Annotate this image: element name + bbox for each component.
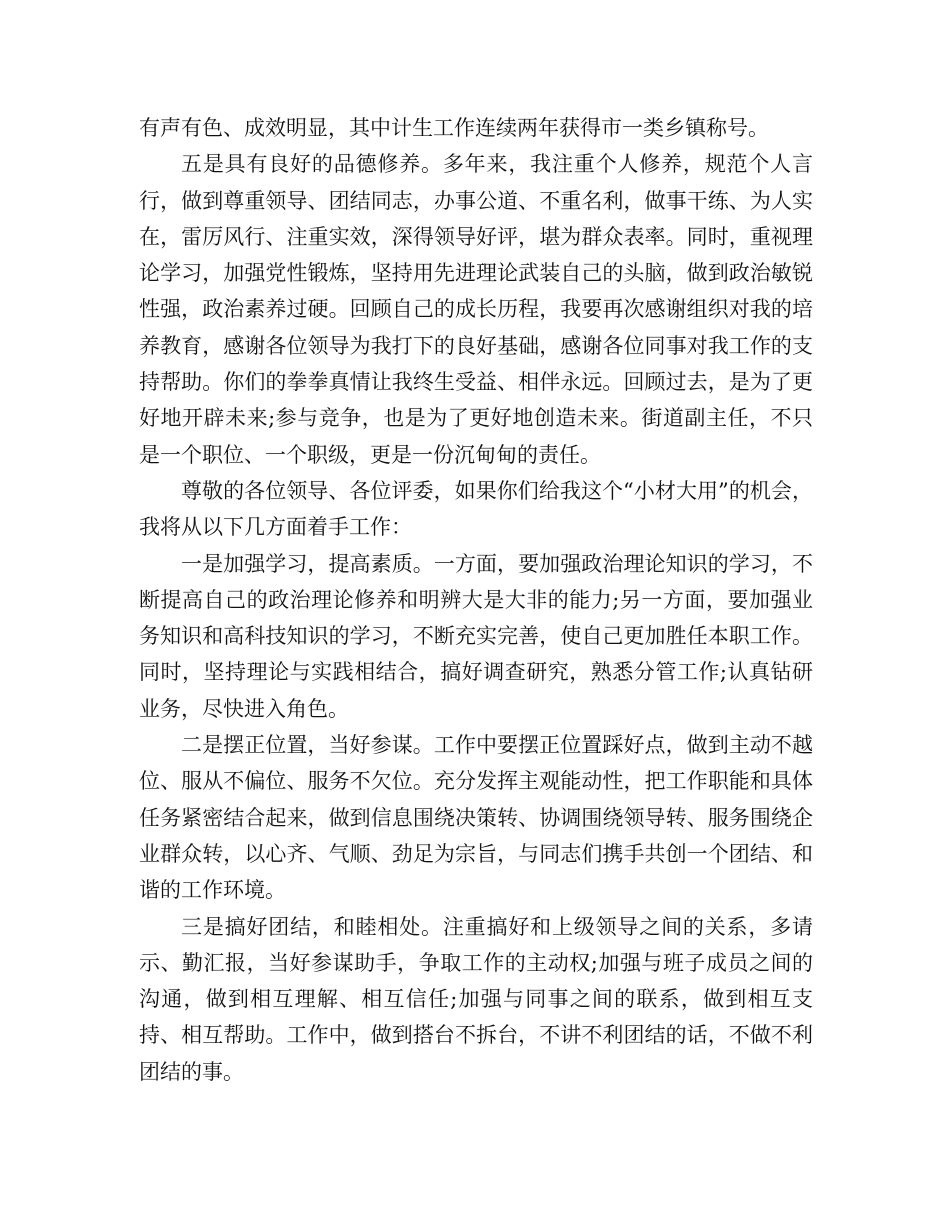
paragraph-address-judges: 尊敬的各位领导、各位评委，如果你们给我这个“小材大用”的机会，我将从以下几方面着手工作： <box>139 478 813 540</box>
paragraph-unity: 三是搞好团结，和睦相处。注重搞好和上级领导之间的关系，多请示、勤汇报，当好参谋助手，争取工作的主动权;加强与班子成员之间的沟通，做到相互理解、相互信任;加强与同事之间的联系，做到相互支持、相互帮助。工作中，做到搭台不拆台，不讲不利团结的话，不做不利团结的事。 <box>139 914 813 1084</box>
document-body <box>139 110 813 1090</box>
paragraph-morality: 五是具有良好的品德修养。多年来，我注重个人修养，规范个人言行，做到尊重领导、团结同志，办事公道、不重名利，做事干练、为人实在，雷厉风行、注重实效，深得领导好评，堪为群众表率。同时，重视理论学习，加强党性锻炼，坚持用先进理论武装自己的头脑，做到政治敏锐性强，政治素养过硬。回顾自己的成长历程，我要再次感谢组织对我的培养教育，感谢各位领导为我打下的良好基础，感谢各位同事对我工作的支持帮助。你们的拳拳真情让我终生受益、相伴永远。回顾过去，是为了更好地开辟未来;参与竞争，也是为了更好地创造未来。街道副主任，不只是一个职位、一个职级，更是一份沉甸甸的责任。 <box>139 152 813 467</box>
paragraph-position: 二是摆正位置，当好参谋。工作中要摆正位置踩好点，做到主动不越位、服从不偏位、服务不欠位。充分发挥主观能动性，把工作职能和具体任务紧密结合起来，做到信息围绕决策转、协调围绕领导转、服务围绕企业群众转，以心齐、气顺、劲足为宗旨，与同志们携手共创一个团结、和谐的工作环境。 <box>139 733 813 903</box>
paragraph-study: 一是加强学习，提高素质。一方面，要加强政治理论知识的学习，不断提高自己的政治理论修养和明辨大是大非的能力;另一方面，要加强业务知识和高科技知识的学习，不断充实完善，使自己更加胜任本职工作。同时，坚持理论与实践相结合，搞好调查研究，熟悉分管工作;认真钻研业务，尽快进入角色。 <box>139 551 813 721</box>
paragraph-continuation: 有声有色、成效明显，其中计生工作连续两年获得市一类乡镇称号。 <box>139 116 769 140</box>
